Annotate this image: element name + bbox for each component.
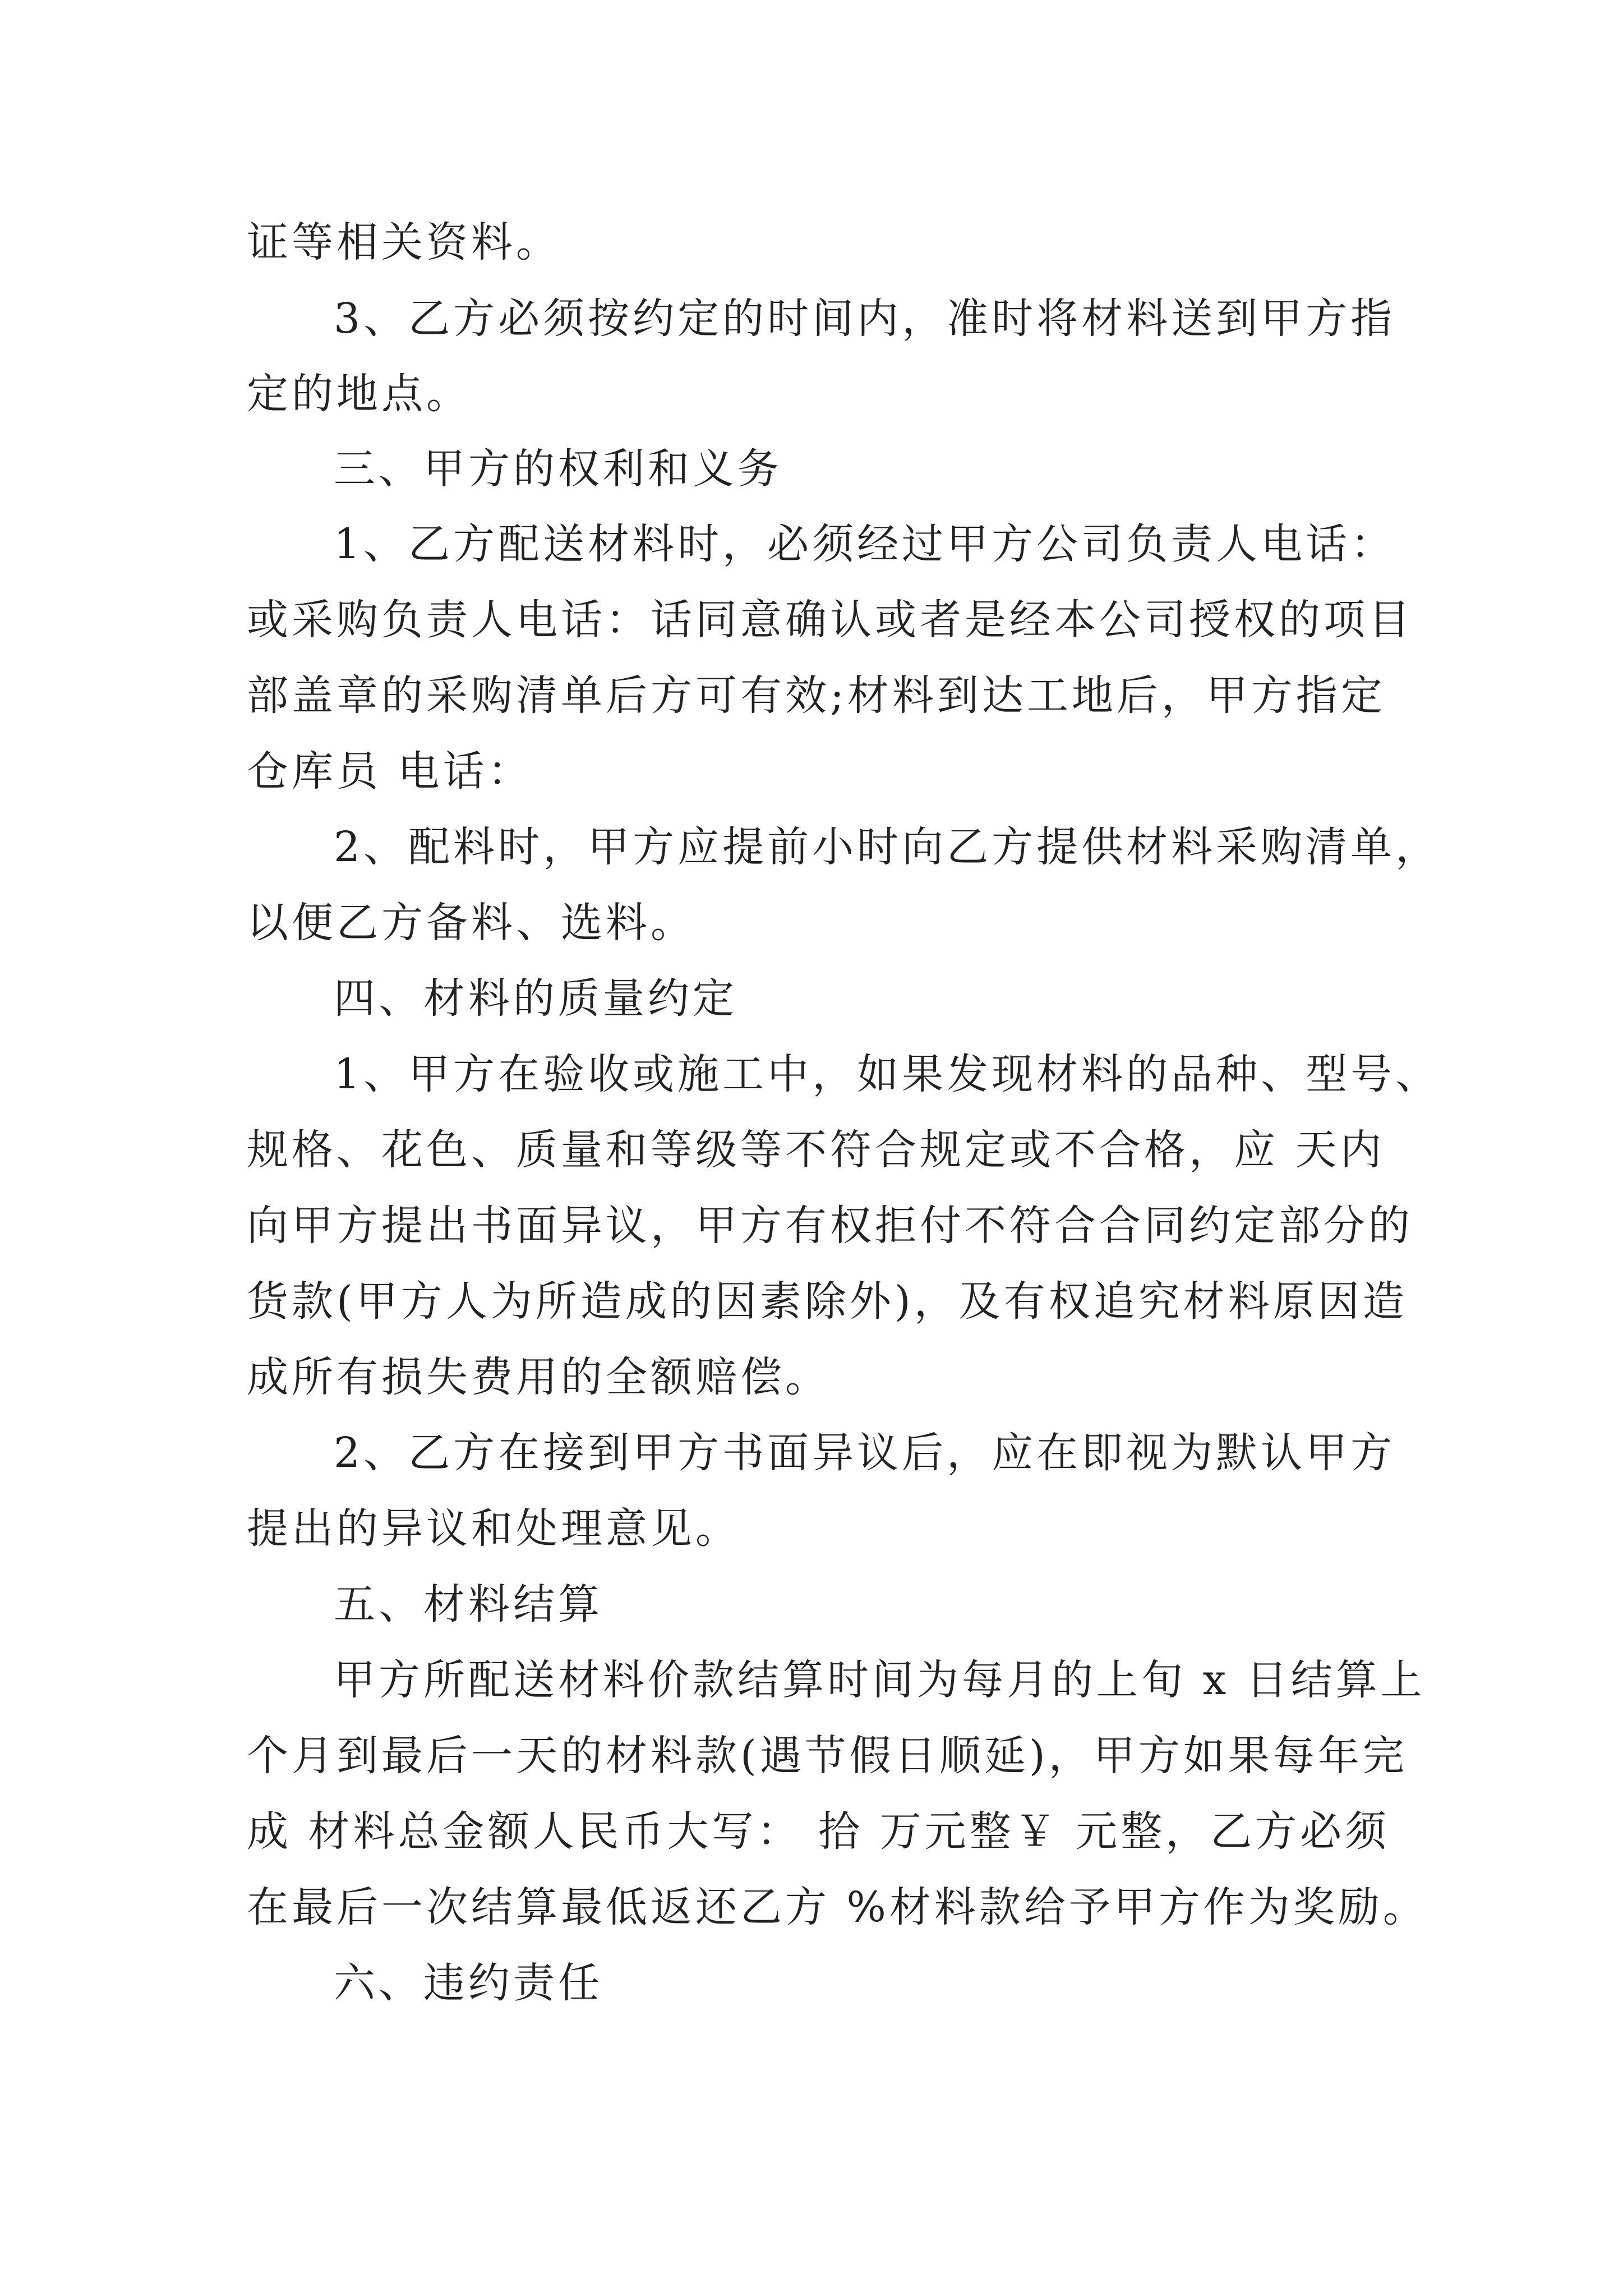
text-line: 1、乙方配送材料时，必须经过甲方公司负责人电话： bbox=[334, 520, 1396, 568]
text-line: 部盖章的采购清单后方可有效;材料到达工地后，甲方指定 bbox=[247, 671, 1386, 720]
text-line: 成所有损失费用的全额赔偿。 bbox=[247, 1353, 830, 1401]
text-line: 个月到最后一天的材料款(遇节假日顺延)，甲方如果每年完 bbox=[247, 1732, 1408, 1780]
section-heading: 六、违约责任 bbox=[334, 1959, 603, 2007]
section-heading: 四、材料的质量约定 bbox=[334, 974, 737, 1023]
text-line: 提出的异议和处理意见。 bbox=[247, 1504, 740, 1553]
text-line: 甲方所配送材料价款结算时间为每月的上旬 x 日结算上 bbox=[334, 1656, 1426, 1704]
text-line: 3、乙方必须按约定的时间内，准时将材料送到甲方指 bbox=[334, 295, 1396, 343]
text-line: 成 材料总金额人民币大写： 拾 万元整￥ 元整，乙方必须 bbox=[247, 1807, 1390, 1856]
text-line: 向甲方提出书面异议，甲方有权拒付不符合合同约定部分的 bbox=[247, 1202, 1413, 1250]
text-line: 货款(甲方人为所造成的因素除外)，及有权追究材料原因造 bbox=[247, 1277, 1408, 1326]
text-line: 定的地点。 bbox=[247, 370, 471, 418]
text-line: 1、甲方在验收或施工中，如果发现材料的品种、型号、 bbox=[334, 1050, 1441, 1098]
text-line: 证等相关资料。 bbox=[247, 218, 561, 266]
text-line: 2、配料时，甲方应提前小时向乙方提供材料采购清单， bbox=[334, 823, 1441, 871]
text-line: 规格、花色、质量和等级等不符合规定或不合格，应 天内 bbox=[247, 1126, 1385, 1174]
text-line: 以便乙方备料、选料。 bbox=[247, 899, 695, 947]
text-line: 2、乙方在接到甲方书面异议后，应在即视为默认甲方 bbox=[334, 1429, 1396, 1477]
text-line: 或采购负责人电话：话同意确认或者是经本公司授权的项目 bbox=[247, 596, 1413, 644]
text-line: 在最后一次结算最低返还乙方 %材料款给予甲方作为奖励。 bbox=[247, 1883, 1428, 1931]
text-line: 仓库员 电话： bbox=[247, 747, 533, 795]
section-heading: 五、材料结算 bbox=[334, 1580, 603, 1628]
section-heading: 三、甲方的权利和义务 bbox=[334, 445, 782, 493]
